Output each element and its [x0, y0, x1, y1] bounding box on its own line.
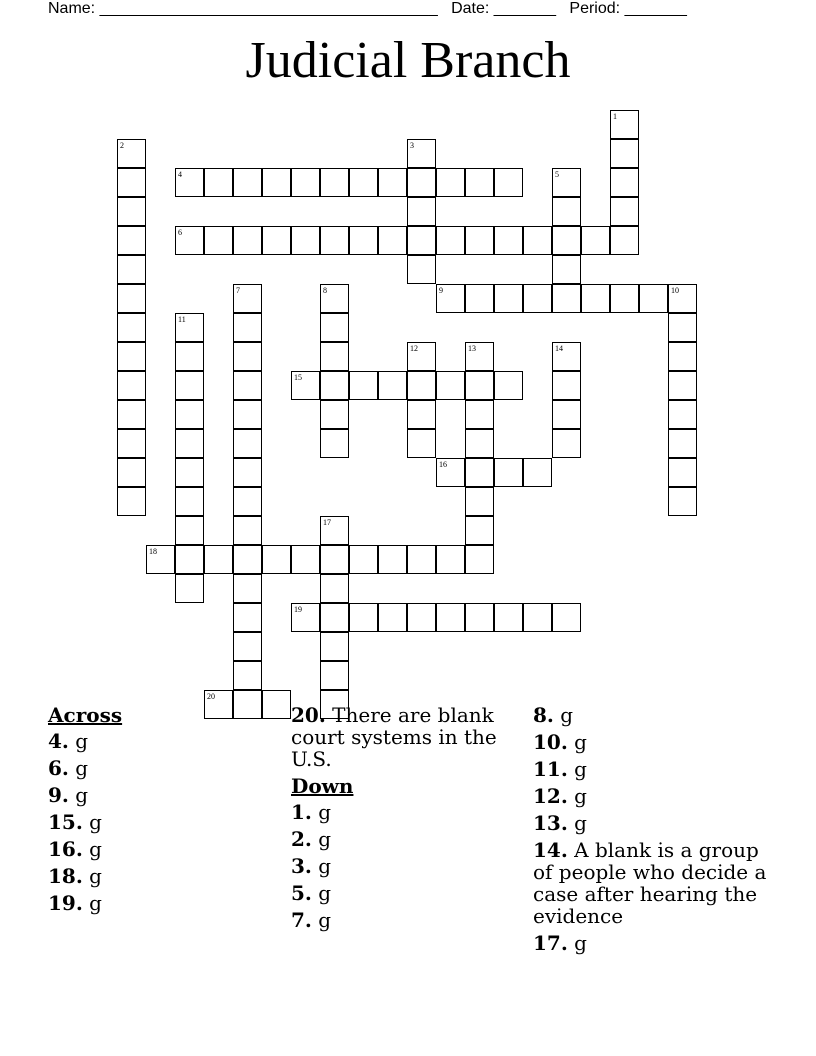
clue-number: 10.	[533, 730, 568, 754]
cell-number: 9	[439, 286, 443, 295]
crossword-cell[interactable]	[465, 284, 494, 313]
period-blank[interactable]: _______	[624, 0, 687, 17]
crossword-cell[interactable]	[233, 168, 262, 197]
clue-number: 3.	[291, 854, 312, 878]
clue-text: There are blank court systems in the U.S.	[291, 703, 497, 771]
crossword-cell[interactable]	[204, 168, 233, 197]
clue-text: g	[574, 784, 587, 808]
crossword-cell[interactable]	[407, 603, 436, 632]
crossword-cell[interactable]	[407, 226, 436, 255]
crossword-cell[interactable]	[320, 516, 349, 545]
clue-number: 4.	[48, 729, 69, 753]
crossword-cell[interactable]	[407, 371, 436, 400]
period-label: Period:	[569, 0, 621, 17]
crossword-cell[interactable]	[436, 458, 465, 487]
crossword-cell[interactable]	[581, 226, 610, 255]
crossword-cell[interactable]	[668, 429, 697, 458]
crossword-cell[interactable]	[175, 313, 204, 342]
crossword-cell[interactable]	[378, 603, 407, 632]
name-blank[interactable]: ______________________________________	[99, 0, 438, 17]
cell-number: 3	[410, 141, 414, 150]
cell-number: 15	[294, 373, 302, 382]
clue-number: 7.	[291, 908, 312, 932]
crossword-cell[interactable]	[523, 603, 552, 632]
crossword-cell[interactable]	[349, 168, 378, 197]
crossword-cell[interactable]	[407, 197, 436, 226]
clue-text: g	[574, 931, 587, 955]
clue-number: 17.	[533, 931, 568, 955]
crossword-cell[interactable]	[581, 284, 610, 313]
crossword-cell[interactable]	[610, 226, 639, 255]
crossword-cell[interactable]	[117, 342, 146, 371]
cell-number: 13	[468, 344, 476, 353]
crossword-cell[interactable]	[320, 284, 349, 313]
crossword-cell[interactable]	[233, 226, 262, 255]
down-clues-column-3	[533, 704, 773, 959]
crossword-cell[interactable]	[349, 226, 378, 255]
crossword-cell[interactable]	[320, 574, 349, 603]
crossword-cell[interactable]	[668, 371, 697, 400]
crossword-cell[interactable]	[378, 168, 407, 197]
crossword-cell[interactable]	[320, 168, 349, 197]
crossword-cell[interactable]	[523, 226, 552, 255]
crossword-cell[interactable]	[668, 284, 697, 313]
crossword-cell[interactable]	[117, 197, 146, 226]
crossword-cell[interactable]	[117, 255, 146, 284]
crossword-cell[interactable]	[175, 545, 204, 574]
clue-text: g	[574, 730, 587, 754]
crossword-cell[interactable]	[407, 545, 436, 574]
crossword-cell[interactable]	[552, 197, 581, 226]
crossword-cell[interactable]	[378, 545, 407, 574]
crossword-cell[interactable]	[436, 284, 465, 313]
crossword-cell[interactable]	[262, 226, 291, 255]
crossword-cell[interactable]	[117, 429, 146, 458]
cell-number: 19	[294, 605, 302, 614]
crossword-cell[interactable]	[465, 516, 494, 545]
crossword-cell[interactable]	[349, 545, 378, 574]
clues-column-2	[291, 704, 516, 936]
crossword-cell[interactable]	[610, 197, 639, 226]
crossword-cell[interactable]	[436, 168, 465, 197]
crossword-cell[interactable]	[291, 168, 320, 197]
crossword-cell[interactable]	[668, 487, 697, 516]
crossword-cell[interactable]	[552, 284, 581, 313]
crossword-cell[interactable]	[639, 284, 668, 313]
crossword-cell[interactable]	[320, 400, 349, 429]
clue-number: 8.	[533, 703, 554, 727]
crossword-cell[interactable]	[494, 371, 523, 400]
clue-number: 11.	[533, 757, 568, 781]
clue-number: 12.	[533, 784, 568, 808]
clue-down-11	[533, 758, 773, 780]
crossword-cell[interactable]	[117, 400, 146, 429]
crossword-cell[interactable]	[233, 313, 262, 342]
cell-number: 17	[323, 518, 331, 527]
crossword-cell[interactable]	[436, 226, 465, 255]
cell-number: 8	[323, 286, 327, 295]
clue-number: 2.	[291, 827, 312, 851]
crossword-cell[interactable]	[668, 313, 697, 342]
clue-number: 13.	[533, 811, 568, 835]
crossword-cell[interactable]	[494, 284, 523, 313]
name-label: Name:	[48, 0, 96, 17]
clue-number: 19.	[48, 891, 83, 915]
clue-across-20	[291, 704, 516, 770]
crossword-cell[interactable]	[117, 139, 146, 168]
crossword-cell[interactable]	[407, 168, 436, 197]
crossword-cell[interactable]	[494, 226, 523, 255]
crossword-cell[interactable]	[465, 371, 494, 400]
crossword-cell[interactable]	[465, 487, 494, 516]
crossword-cell[interactable]	[117, 226, 146, 255]
clue-text: g	[574, 811, 587, 835]
crossword-cell[interactable]	[233, 342, 262, 371]
crossword-cell[interactable]	[175, 342, 204, 371]
crossword-cell[interactable]	[610, 168, 639, 197]
clue-down-3	[291, 855, 516, 877]
crossword-cell[interactable]	[465, 226, 494, 255]
date-blank[interactable]: _______	[493, 0, 557, 17]
clue-down-1	[291, 801, 516, 823]
crossword-cell[interactable]	[233, 632, 262, 661]
clue-across-9	[48, 784, 278, 806]
crossword-cell[interactable]	[552, 342, 581, 371]
cell-number: 20	[207, 692, 215, 701]
crossword-cell[interactable]	[407, 342, 436, 371]
crossword-cell[interactable]	[320, 226, 349, 255]
clue-across-6	[48, 757, 278, 779]
crossword-cell[interactable]	[175, 429, 204, 458]
crossword-cell[interactable]	[291, 545, 320, 574]
crossword-cell[interactable]	[175, 371, 204, 400]
crossword-cell[interactable]	[465, 168, 494, 197]
crossword-cell[interactable]	[233, 371, 262, 400]
crossword-cell[interactable]	[320, 632, 349, 661]
crossword-cell[interactable]	[175, 226, 204, 255]
cell-number: 4	[178, 170, 182, 179]
crossword-cell[interactable]	[610, 110, 639, 139]
crossword-cell[interactable]	[668, 342, 697, 371]
crossword-cell[interactable]	[407, 400, 436, 429]
crossword-cell[interactable]	[204, 226, 233, 255]
down-heading: Down	[291, 774, 354, 798]
crossword-cell[interactable]	[320, 371, 349, 400]
crossword-cell[interactable]	[320, 313, 349, 342]
crossword-cell[interactable]	[117, 313, 146, 342]
crossword-cell[interactable]	[552, 168, 581, 197]
clue-across-4	[48, 730, 278, 752]
crossword-cell[interactable]	[233, 429, 262, 458]
crossword-cell[interactable]	[436, 545, 465, 574]
crossword-cell[interactable]	[291, 226, 320, 255]
crossword-cell[interactable]	[465, 400, 494, 429]
clue-down-8	[533, 704, 773, 726]
clue-text: A blank is a group of people who decide a case after hearing the evidence	[533, 838, 767, 928]
crossword-cell[interactable]	[494, 168, 523, 197]
crossword-cell[interactable]	[146, 545, 175, 574]
crossword-cell[interactable]	[320, 661, 349, 690]
crossword-cell[interactable]	[610, 139, 639, 168]
crossword-cell[interactable]	[175, 400, 204, 429]
crossword-cell[interactable]	[320, 545, 349, 574]
crossword-cell[interactable]	[233, 516, 262, 545]
crossword-cell[interactable]	[291, 371, 320, 400]
clue-text: g	[89, 810, 102, 834]
crossword-cell[interactable]	[320, 429, 349, 458]
crossword-cell[interactable]	[175, 516, 204, 545]
clue-number: 15.	[48, 810, 83, 834]
clue-number: 1.	[291, 800, 312, 824]
crossword-cell[interactable]	[233, 284, 262, 313]
crossword-cell[interactable]	[494, 603, 523, 632]
clue-down-2	[291, 828, 516, 850]
crossword-cell[interactable]	[378, 371, 407, 400]
clue-number: 5.	[291, 881, 312, 905]
cell-number: 2	[120, 141, 124, 150]
clue-number: 18.	[48, 864, 83, 888]
clue-number: 16.	[48, 837, 83, 861]
crossword-cell[interactable]	[668, 458, 697, 487]
clue-text: g	[318, 800, 332, 824]
crossword-cell[interactable]	[349, 603, 378, 632]
clue-text: g	[75, 756, 89, 780]
crossword-cell[interactable]	[552, 603, 581, 632]
clue-number: 6.	[48, 756, 69, 780]
clue-text: g	[318, 854, 332, 878]
clue-text: g	[574, 757, 587, 781]
crossword-cell[interactable]	[465, 342, 494, 371]
crossword-cell[interactable]	[494, 458, 523, 487]
cell-number: 1	[613, 112, 617, 121]
crossword-cell[interactable]	[233, 400, 262, 429]
cell-number: 14	[555, 344, 563, 353]
crossword-cell[interactable]	[523, 284, 552, 313]
crossword-cell[interactable]	[204, 545, 233, 574]
crossword-cell[interactable]	[552, 429, 581, 458]
cell-number: 11	[178, 315, 186, 324]
clue-text: g	[560, 703, 574, 727]
clue-text: g	[75, 783, 89, 807]
crossword-cell[interactable]	[233, 603, 262, 632]
crossword-cell[interactable]	[233, 661, 262, 690]
clue-down-5	[291, 882, 516, 904]
clue-down-12	[533, 785, 773, 807]
crossword-cell[interactable]	[378, 226, 407, 255]
crossword-cell[interactable]	[407, 255, 436, 284]
crossword-cell[interactable]	[465, 603, 494, 632]
crossword-cell[interactable]	[262, 545, 291, 574]
crossword-cell[interactable]	[407, 139, 436, 168]
clue-number: 9.	[48, 783, 69, 807]
crossword-cell[interactable]	[668, 400, 697, 429]
cell-number: 7	[236, 286, 240, 295]
crossword-cell[interactable]	[117, 458, 146, 487]
clue-text: g	[318, 908, 332, 932]
clue-across-16	[48, 838, 278, 860]
crossword-cell[interactable]	[320, 342, 349, 371]
crossword-cell[interactable]	[552, 400, 581, 429]
crossword-cell[interactable]	[233, 545, 262, 574]
cell-number: 6	[178, 228, 182, 237]
clue-number: 14.	[533, 838, 568, 862]
crossword-cell[interactable]	[465, 458, 494, 487]
crossword-cell[interactable]	[465, 545, 494, 574]
crossword-cell[interactable]	[175, 487, 204, 516]
crossword-cell[interactable]	[436, 603, 465, 632]
clue-text: g	[75, 729, 89, 753]
clue-number: 20.	[291, 703, 326, 727]
crossword-cell[interactable]	[117, 371, 146, 400]
cell-number: 18	[149, 547, 157, 556]
crossword-cell[interactable]	[175, 168, 204, 197]
cell-number: 12	[410, 344, 418, 353]
crossword-cell[interactable]	[436, 371, 465, 400]
clue-across-18	[48, 865, 278, 887]
clue-down-14	[533, 839, 773, 927]
date-label: Date:	[451, 0, 490, 17]
crossword-cell[interactable]	[175, 458, 204, 487]
crossword-cell[interactable]	[117, 487, 146, 516]
across-heading: Across	[48, 703, 123, 727]
crossword-cell[interactable]	[233, 487, 262, 516]
clue-text: g	[318, 881, 332, 905]
crossword-cell[interactable]	[117, 284, 146, 313]
crossword-cell[interactable]	[552, 226, 581, 255]
crossword-cell[interactable]	[610, 284, 639, 313]
crossword-cell[interactable]	[117, 168, 146, 197]
clue-text: g	[89, 891, 102, 915]
crossword-cell[interactable]	[552, 371, 581, 400]
cell-number: 5	[555, 170, 559, 179]
clue-across-15	[48, 811, 278, 833]
crossword-cell[interactable]	[233, 458, 262, 487]
crossword-cell[interactable]	[320, 603, 349, 632]
clue-down-10	[533, 731, 773, 753]
cell-number: 10	[671, 286, 679, 295]
crossword-cell[interactable]	[233, 574, 262, 603]
clue-text: g	[89, 864, 102, 888]
clue-text: g	[318, 827, 332, 851]
crossword-cell[interactable]	[349, 371, 378, 400]
cell-number: 16	[439, 460, 447, 469]
crossword-cell[interactable]	[523, 458, 552, 487]
crossword-cell[interactable]	[291, 603, 320, 632]
clue-down-7	[291, 909, 516, 931]
clue-down-17	[533, 932, 773, 954]
crossword-cell[interactable]	[407, 429, 436, 458]
clue-across-19	[48, 892, 278, 914]
crossword-cell[interactable]	[175, 574, 204, 603]
crossword-cell[interactable]	[465, 429, 494, 458]
crossword-cell[interactable]	[262, 168, 291, 197]
clue-text: g	[89, 837, 102, 861]
page-title: Judicial Branch	[245, 32, 571, 89]
clue-down-13	[533, 812, 773, 834]
across-clues-column-1	[48, 704, 278, 919]
crossword-cell[interactable]	[552, 255, 581, 284]
